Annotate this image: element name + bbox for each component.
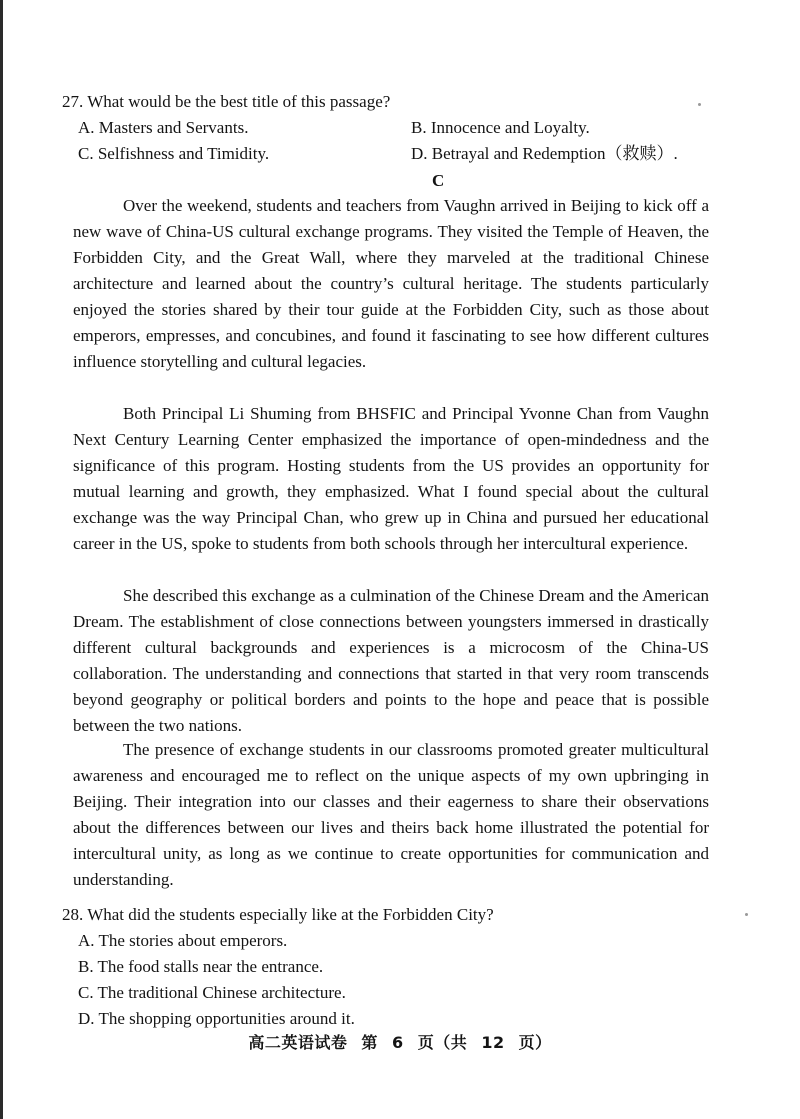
page-suffix: 页（共 bbox=[417, 1033, 468, 1052]
question-27-stem: 27. What would be the best title of this passage? bbox=[62, 92, 391, 111]
scan-speck bbox=[698, 103, 701, 106]
passage-paragraph: Both Principal Li Shuming from BHSFIC and Principal Yvonne Chan from Vaughn Next Century Learning Center emphasized the importance of open-mindedness and the significance of this program. Hosting students from the US provides an opportunity for mutual learning and growth, they emphasized. What I found special about the cultural exchange was the way Principal Chan, who grew up in China and pursued her educational career in the US, spoke to students from both schools through her intercultural experience. bbox=[73, 404, 709, 553]
scan-speck bbox=[745, 913, 748, 916]
question-28-option-c: C. The traditional Chinese architecture. bbox=[78, 983, 346, 1002]
exam-title: 高二英语试卷 bbox=[248, 1033, 348, 1052]
question-28-option-d: D. The shopping opportunities around it. bbox=[78, 1009, 355, 1028]
page-prefix: 第 bbox=[361, 1033, 378, 1052]
page-number: 6 bbox=[392, 1033, 404, 1052]
question-27-option-c: C. Selfishness and Timidity. bbox=[78, 144, 270, 163]
total-pages: 12 bbox=[481, 1033, 505, 1052]
question-28-stem: 28. What did the students especially like at the Forbidden City? bbox=[62, 905, 494, 924]
question-27-option-b: B. Innocence and Loyalty. bbox=[411, 118, 590, 137]
question-28-option-b: B. The food stalls near the entrance. bbox=[78, 957, 324, 976]
section-heading: C bbox=[432, 171, 445, 190]
passage-paragraph: She described this exchange as a culmination of the Chinese Dream and the American Dream. The establishment of close connections between youngsters immersed in drastically different cultural backgrounds and experiences is a microcosm of the China-US collaboration. The understanding and connections that started in that very room transcends beyond geography or political borders and points to the hope and peace that is possible between the two nations. bbox=[73, 586, 709, 735]
passage-paragraph: The presence of exchange students in our classrooms promoted greater multicultural awareness and encouraged me to reflect on the unique aspects of my own upbringing in Beijing. Their integration into our classes and their eagerness to share their observations about the differences between our lives and theirs back home illustrated the potential for intercultural unity, as long as we continue to create opportunities for communication and understanding. bbox=[73, 740, 709, 889]
question-27-option-a: A. Masters and Servants. bbox=[78, 118, 249, 137]
question-27-option-d: D. Betrayal and Redemption（救赎）. bbox=[411, 144, 678, 163]
question-28-option-a: A. The stories about emperors. bbox=[78, 931, 288, 950]
passage-paragraph: Over the weekend, students and teachers from Vaughn arrived in Beijing to kick off a new wave of China-US cultural exchange programs. They visited the Temple of Heaven, the Forbidden City, and the Great Wall, where they marveled at the traditional Chinese architecture and learned about the country’s cultural heritage. The students particularly enjoyed the stories shared by their tour guide at the Forbidden City, such as those about emperors, empresses, and concubines, and found it fascinating to see how different cultures influence storytelling and cultural legacies. bbox=[73, 196, 709, 371]
page-footer bbox=[0, 1032, 800, 1054]
total-suffix: 页） bbox=[518, 1033, 552, 1052]
